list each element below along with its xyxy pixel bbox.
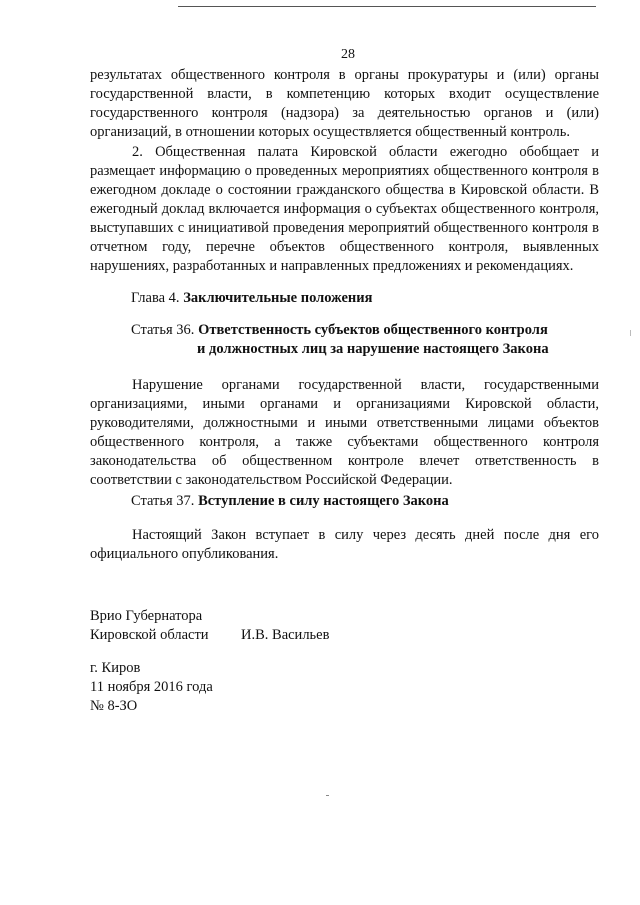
- chapter-4-prefix: Глава 4.: [131, 290, 180, 306]
- article-36-prefix: Статья 36.: [131, 322, 195, 338]
- page-number: 28: [341, 47, 355, 62]
- signature-name: И.В. Васильев: [241, 627, 330, 643]
- chapter-4-title: Заключительные положения: [183, 290, 373, 306]
- article-36-title-line-2: и должностных лиц за нарушение настоящего Закона: [197, 341, 549, 357]
- article-36-body: Нарушение органами государственной власти, государственными организациями, иными органами и организациями Кировской области, руководителями, должностными и иными ответственными лицами объектов общественного контроля, а также субъектами общественного контроля законодательства об общественном контроле влечет ответственность в соответствии с законодательством Российской Федерации.: [90, 377, 599, 488]
- article-37-prefix: Статья 37.: [131, 493, 195, 509]
- chapter-4-heading: [131, 289, 373, 308]
- scan-speck: [630, 330, 631, 336]
- article-37-body: Настоящий Закон вступает в силу через десять дней после дня его официального опубликования.: [90, 527, 599, 562]
- paragraph-2: 2. Общественная палата Кировской области ежегодно обобщает и размещает информацию о проведенных мероприятиях общественного контроля в ежегодном докладе о состоянии гражданского общества в Кировской области. В ежегодный доклад включается информация о субъектах общественного контроля, выступавших с инициативой проведения мероприятий общественного контроля в отчетном году, перечне объектов общественного контроля, выявленных нарушениях, разработанных и направленных предложениях и рекомендациях.: [90, 144, 599, 274]
- place-city: г. Киров: [90, 660, 141, 676]
- place-date: 11 ноября 2016 года: [90, 679, 213, 695]
- scan-speck: [326, 795, 329, 796]
- article-36-heading: [131, 321, 548, 340]
- top-rule: [178, 6, 596, 7]
- article-37-title: Вступление в силу настоящего Закона: [198, 493, 449, 509]
- signature-position-line-1: Врио Губернатора: [90, 608, 203, 624]
- article-36-title-line-1: Ответственность субъектов общественного контроля: [198, 322, 548, 338]
- signature-position-line-2: Кировской области: [90, 627, 209, 643]
- article-37-heading: [131, 492, 449, 511]
- paragraph-1: результатах общественного контроля в органы прокуратуры и (или) органы государственной власти, в компетенцию которых входит осуществление государственного контроля (надзора) за деятельностью органов и (или) организаций, в отношении которых осуществляется общественный контроль.: [90, 67, 599, 140]
- law-number: № 8-ЗО: [90, 698, 138, 714]
